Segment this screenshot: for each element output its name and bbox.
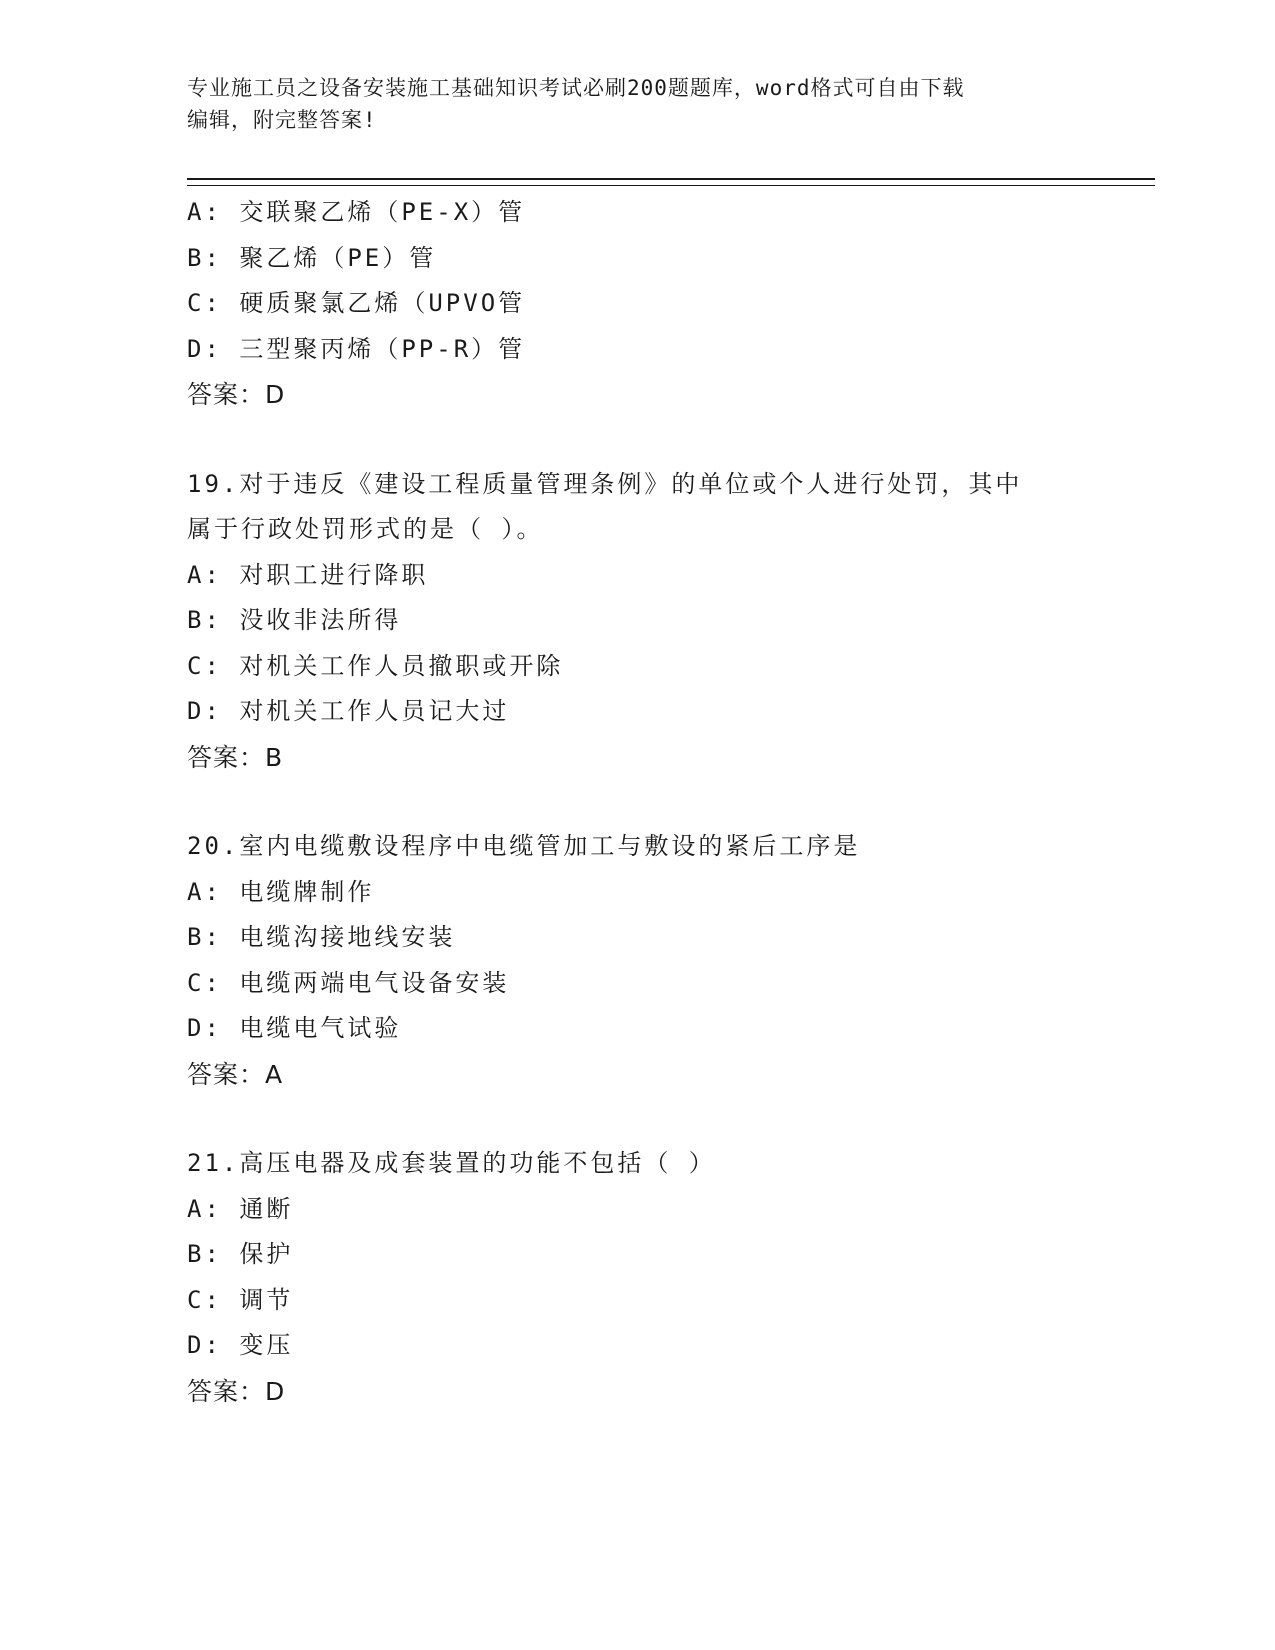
option-b: B: 没收非法所得 — [187, 606, 402, 634]
option-b: B: 保护 — [187, 1240, 294, 1268]
question-21 — [187, 1141, 1087, 1414]
header-title-line-2: 编辑，附完整答案! — [187, 108, 377, 132]
option-d: D: 三型聚丙烯（PP-R）管 — [187, 334, 526, 363]
question-stem: 19.对于违反《建设工程质量管理条例》的单位或个人进行处罚，其中 — [187, 469, 1023, 498]
answer-label: 答案：A — [187, 1059, 284, 1089]
header-title-line-1: 专业施工员之设备安装施工基础知识考试必刷200题题库，word格式可自由下载 — [187, 76, 965, 100]
option-c: C: 电缆两端电气设备安装 — [187, 968, 510, 997]
page-header — [187, 72, 1087, 136]
spacer — [187, 1097, 1087, 1141]
question-19 — [187, 462, 1087, 781]
header-divider — [187, 178, 1155, 186]
option-a: A: 对职工进行降职 — [187, 560, 429, 589]
option-b: B: 聚乙烯（PE）管 — [187, 243, 437, 272]
option-a: A: 交联聚乙烯（PE-X）管 — [187, 198, 526, 226]
question-stem: 21.高压电器及成套装置的功能不包括（ ） — [187, 1149, 716, 1177]
option-a: A: 通断 — [187, 1194, 294, 1223]
option-c: C: 对机关工作人员撤职或开除 — [187, 651, 564, 680]
option-d: D: 对机关工作人员记大过 — [187, 697, 510, 725]
spacer — [187, 418, 1087, 462]
question-list — [187, 190, 1087, 1414]
option-d: D: 变压 — [187, 1331, 294, 1359]
question-20 — [187, 824, 1087, 1097]
question-stem-continued: 属于行政处罚形式的是（ ）。 — [187, 515, 544, 543]
answer-label: 答案：D — [187, 380, 286, 409]
question-stem: 20.室内电缆敷设程序中电缆管加工与敷设的紧后工序是 — [187, 832, 861, 860]
option-d: D: 电缆电气试验 — [187, 1014, 402, 1042]
option-c: C: 调节 — [187, 1285, 294, 1314]
spacer — [187, 780, 1087, 824]
option-c: C: 硬质聚氯乙烯（UPVO管 — [187, 289, 526, 317]
question-18 — [187, 190, 1087, 418]
answer-label: 答案：B — [187, 742, 284, 772]
option-a: A: 电缆牌制作 — [187, 877, 375, 906]
option-b: B: 电缆沟接地线安装 — [187, 923, 456, 951]
answer-label: 答案：D — [187, 1376, 286, 1406]
